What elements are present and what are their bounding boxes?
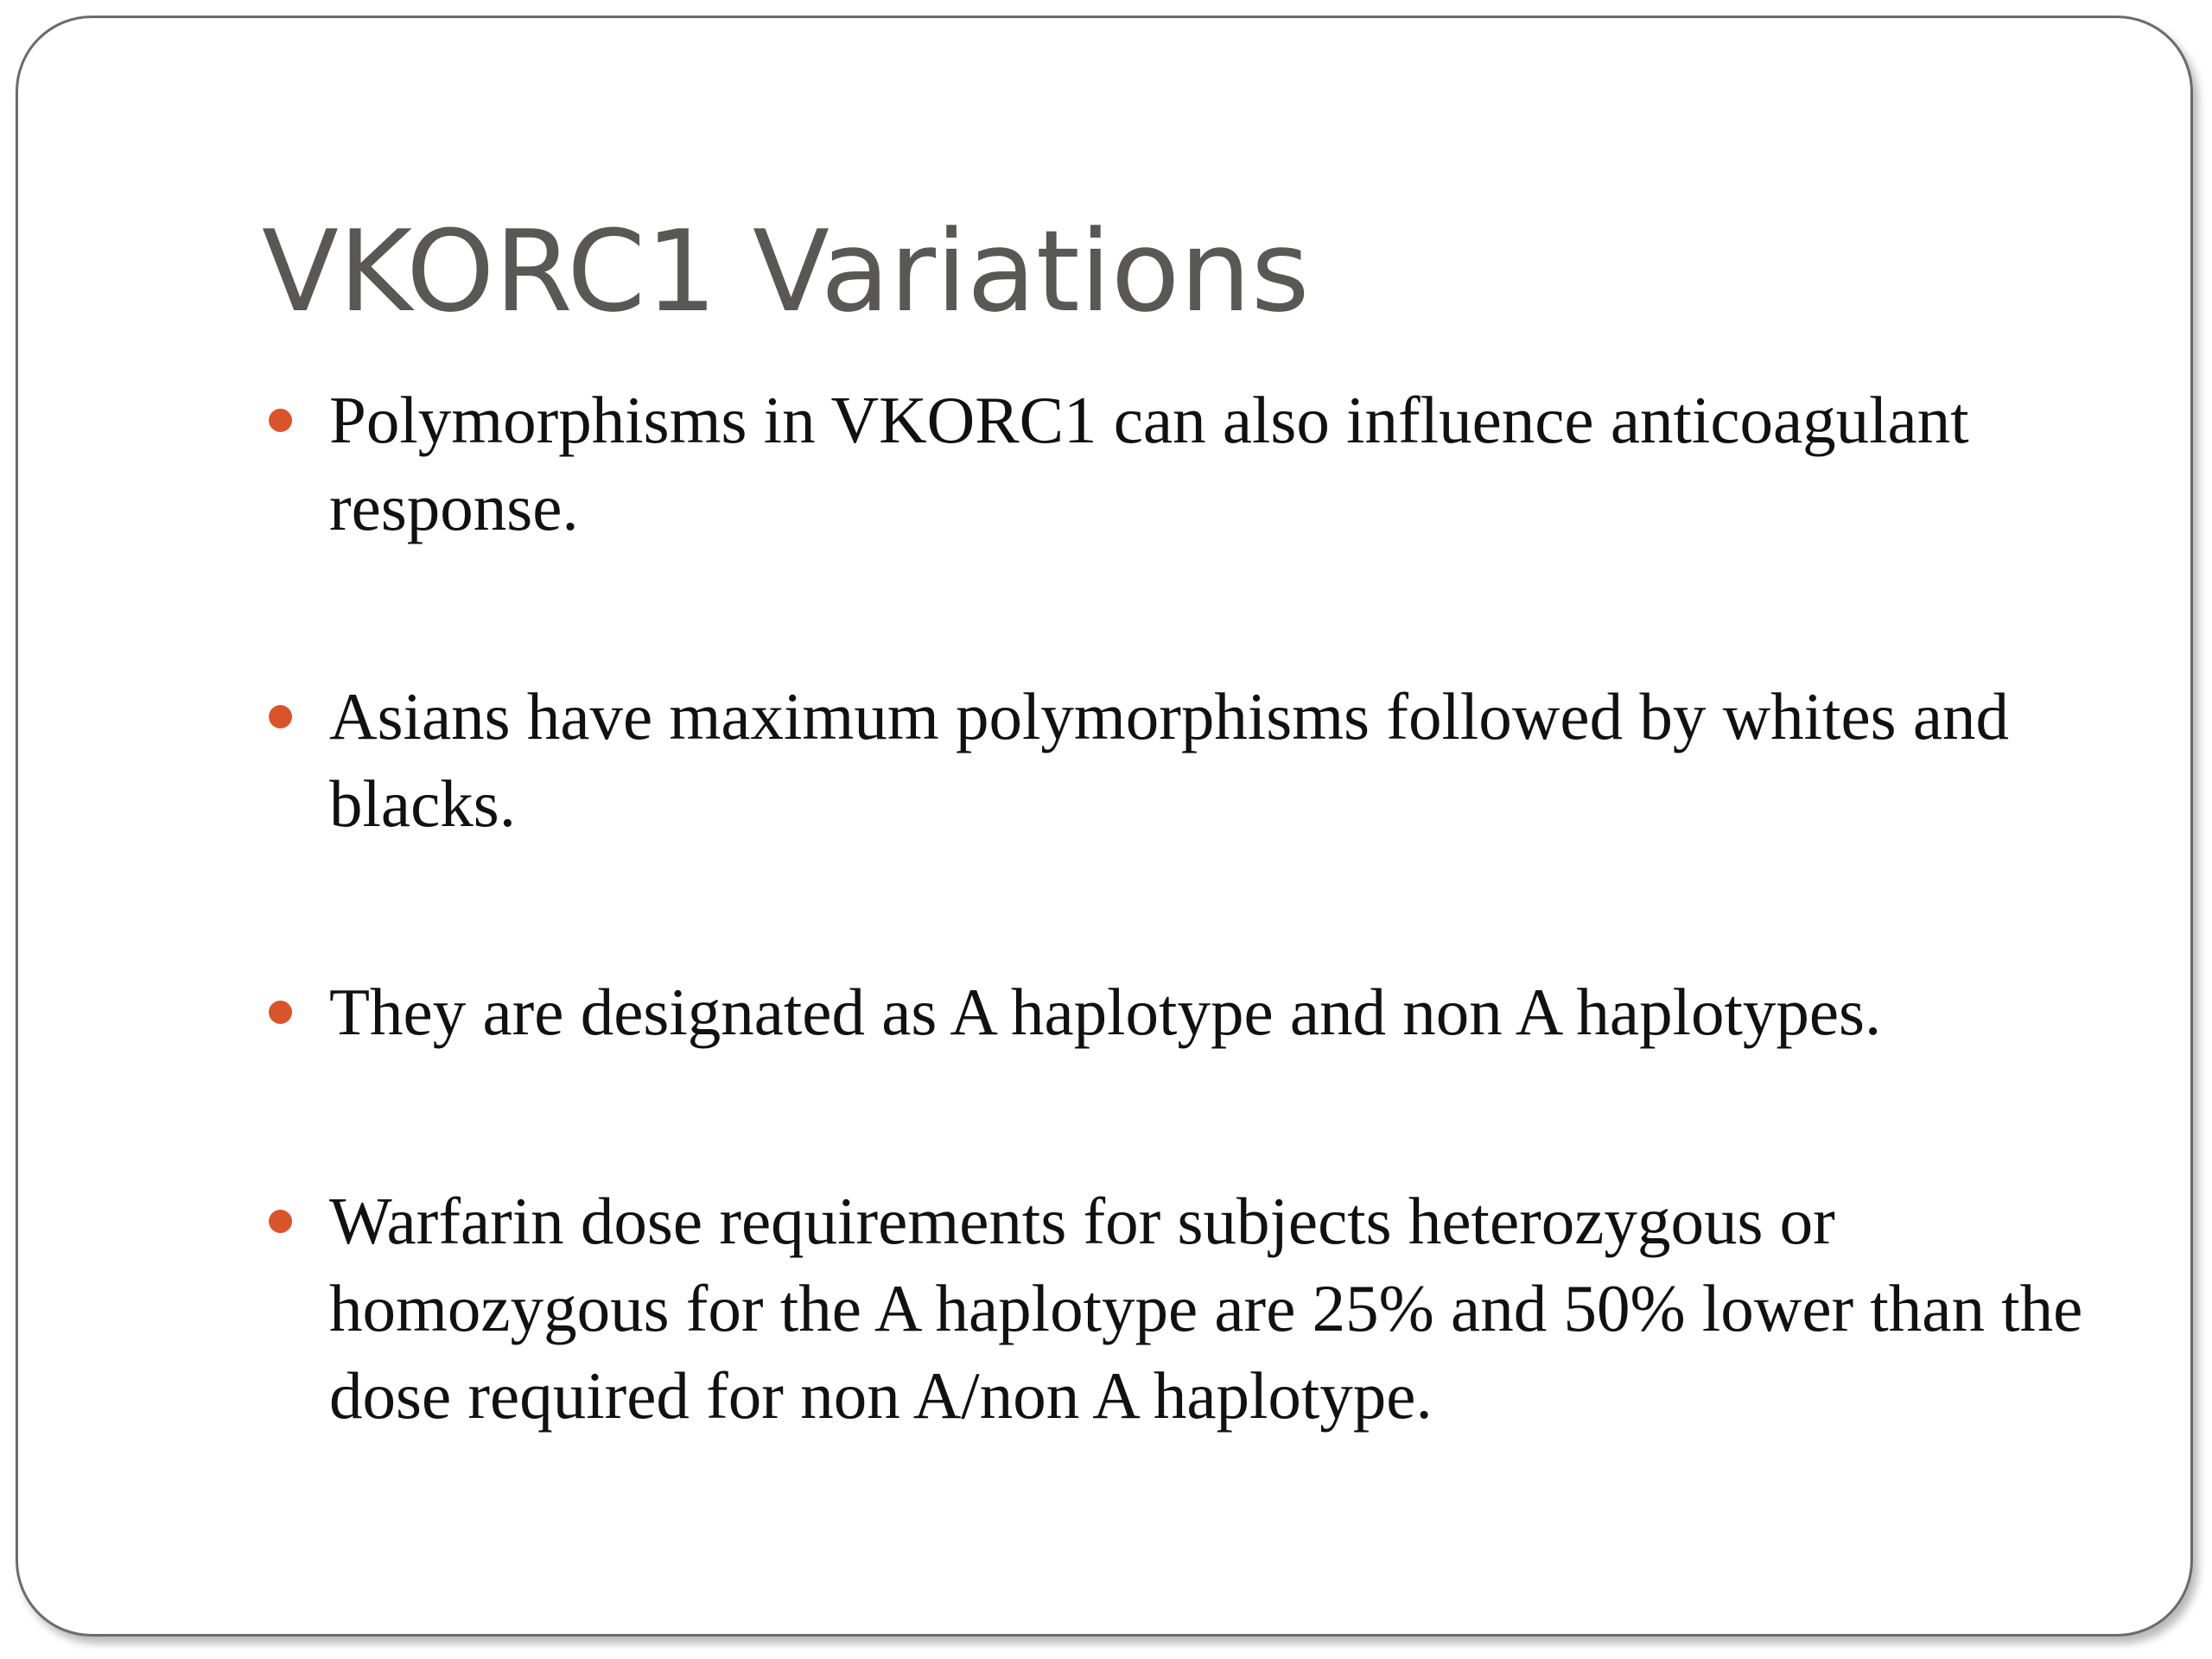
bullet-dot-icon	[269, 705, 292, 728]
bullet-item	[329, 377, 2092, 551]
bullet-text: Warfarin dose requirements for subjects heterozygous or homozygous for the A haplotype are 25% and 50% lower than the dose required for non A/non A haplotype.	[329, 1184, 2083, 1433]
bullet-item	[329, 969, 2092, 1056]
bullet-text: Asians have maximum polymorphisms followed by whites and blacks.	[329, 679, 2010, 841]
slide-title: VKORC1 Variations	[262, 206, 1310, 337]
slide	[16, 16, 2193, 1637]
bullet-dot-icon	[269, 1210, 292, 1233]
bullet-text: They are designated as A haplotype and non A haplotypes.	[329, 975, 1882, 1049]
bullet-item	[329, 673, 2092, 848]
bullet-dot-icon	[269, 409, 292, 432]
bullet-text: Polymorphisms in VKORC1 can also influence anticoagulant response.	[329, 383, 1969, 544]
bullet-item	[329, 1178, 2092, 1440]
bullet-dot-icon	[269, 1001, 292, 1024]
